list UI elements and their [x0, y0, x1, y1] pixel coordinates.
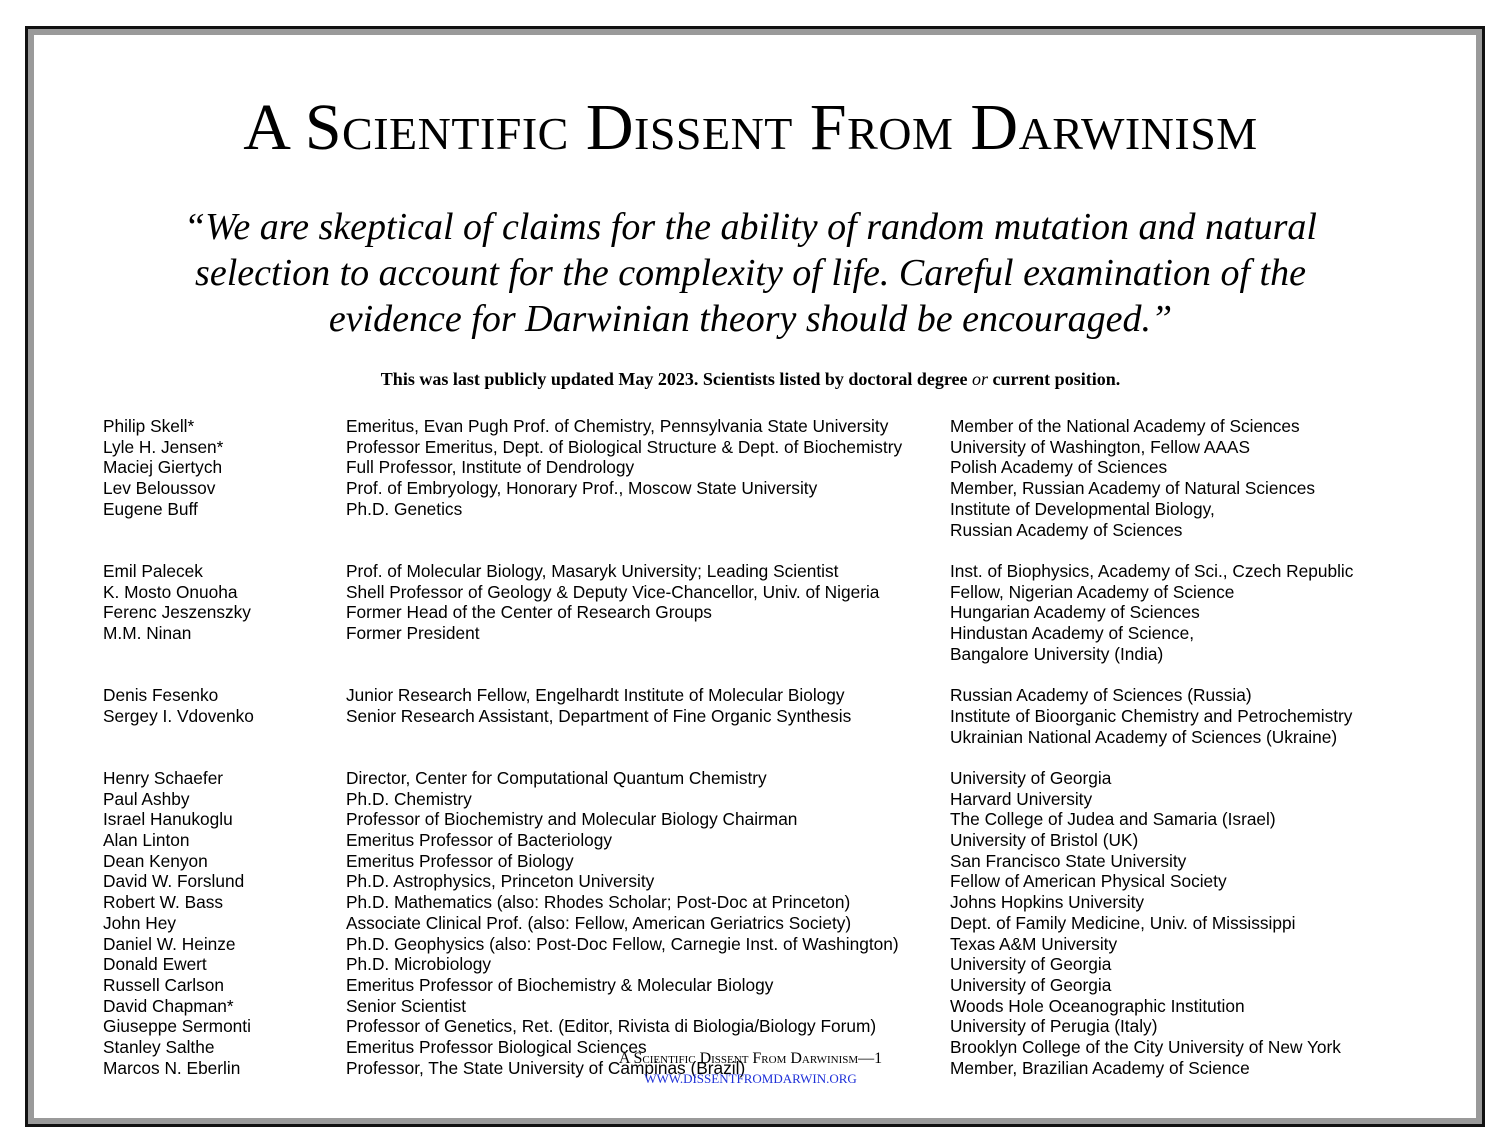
signer-position: Senior Research Assistant, Department of Fine Organic Synthesis [346, 705, 852, 726]
signer-position: Junior Research Fellow, Engelhardt Institute of Molecular Biology [346, 685, 845, 706]
signer-position: Emeritus Professor Biological Sciences [346, 1037, 647, 1058]
signer-position: Former President [346, 623, 480, 644]
update-note [0, 368, 1501, 390]
signer-affiliation: Brooklyn College of the City University of New York [950, 1037, 1341, 1058]
signer-name: Philip Skell* [103, 416, 195, 436]
signer-affiliation: Member, Brazilian Academy of Science [950, 1057, 1250, 1078]
signer-position: Emeritus Professor of Bacteriology [346, 830, 613, 851]
signer-affiliation: Institute of Bioorganic Chemistry and Petrochemistry Ukrainian National Academy of Sciences (Ukraine) [950, 705, 1353, 747]
signer-position: Ph.D. Astrophysics, Princeton University [346, 871, 655, 892]
signer-position: Director, Center for Computational Quantum Chemistry [346, 767, 767, 788]
signer-row [103, 830, 1403, 851]
update-note-before: This was last publicly updated May 2023. Scientists listed by doctoral degree [380, 369, 973, 389]
signer-affiliation: The College of Judea and Samaria (Israel) [950, 809, 1276, 830]
signer-row [103, 602, 1403, 623]
document-title: A Scientific Dissent From Darwinism [243, 91, 1258, 164]
signer-name: Donald Ewert [103, 954, 207, 975]
footer-title: A Scientific Dissent From Darwinism—1 [618, 1050, 883, 1067]
signer-name: Denis Fesenko [103, 685, 219, 706]
signer-position: Ph.D. Genetics [346, 498, 463, 519]
signer-row [103, 582, 1403, 603]
signer-affiliation: University of Georgia [950, 954, 1112, 975]
signer-name: Giuseppe Sermonti [103, 1016, 251, 1037]
signer-position: Professor of Genetics, Ret. (Editor, Rivista di Biologia/Biology Forum) [346, 1016, 877, 1037]
signer-row [103, 706, 1403, 747]
signer-name: Lev Beloussov [103, 478, 216, 499]
signer-affiliation: Polish Academy of Sciences [950, 457, 1168, 478]
signer-affiliation: University of Perugia (Italy) [950, 1016, 1158, 1037]
signer-row [103, 934, 1403, 955]
signer-position: Emeritus Professor of Biology [346, 850, 574, 871]
signer-position: Prof. of Molecular Biology, Masaryk University; Leading Scientist [346, 560, 839, 581]
update-note-emphasis: or [972, 369, 989, 389]
signer-name: Henry Schaefer [103, 767, 224, 788]
signer-affiliation: University of Georgia [950, 767, 1112, 788]
signer-position: Professor, The State University of Campinas (Brazil) [346, 1057, 746, 1078]
signers-list [103, 416, 1403, 1078]
signer-row [103, 416, 1403, 437]
signer-name: Alan Linton [103, 830, 190, 851]
signer-row [103, 809, 1403, 830]
signer-position: Full Professor, Institute of Dendrology [346, 457, 635, 478]
signer-affiliation: Member of the National Academy of Sciences [950, 416, 1300, 436]
signer-row [103, 499, 1403, 540]
signer-affiliation: Hindustan Academy of Science, Bangalore University (India) [950, 623, 1194, 664]
signer-row [103, 871, 1403, 892]
signer-affiliation: Harvard University [950, 788, 1093, 809]
signer-row [103, 789, 1403, 810]
signer-position: Ph.D. Chemistry [346, 788, 472, 809]
signer-affiliation: Dept. of Family Medicine, Univ. of Mississippi [950, 912, 1296, 933]
signer-row [103, 437, 1403, 458]
signer-name: Israel Hanukoglu [103, 809, 233, 830]
update-note-after: current position. [988, 369, 1121, 389]
signer-name: David Chapman* [103, 995, 234, 1016]
signer-row [103, 975, 1403, 996]
signer-name: Emil Palecek [103, 560, 203, 581]
signer-affiliation: Texas A&M University [950, 933, 1118, 954]
signer-row [103, 913, 1403, 934]
footer-website-link[interactable]: WWW.DISSENTFROMDARWIN.ORG [644, 1071, 857, 1086]
signer-row [103, 768, 1403, 789]
statement-quote: “We are skeptical of claims for the ability of random mutation and natural selection to account for the complexity of life. Careful examination of the evidence for Darwinian theory should be encouraged.” [184, 206, 1317, 340]
signer-affiliation: Russian Academy of Sciences (Russia) [950, 685, 1252, 706]
signer-affiliation: University of Washington, Fellow AAAS [950, 436, 1250, 457]
signer-affiliation: Woods Hole Oceanographic Institution [950, 995, 1245, 1016]
signer-position: Professor of Biochemistry and Molecular Biology Chairman [346, 809, 798, 830]
signer-name: Maciej Giertych [103, 457, 223, 478]
signer-row [103, 892, 1403, 913]
signer-position: Ph.D. Mathematics (also: Rhodes Scholar; Post-Doc at Princeton) [346, 892, 851, 913]
signer-position: Emeritus, Evan Pugh Prof. of Chemistry, Pennsylvania State University [346, 416, 889, 436]
signer-row [103, 623, 1403, 664]
signer-position: Senior Scientist [346, 995, 467, 1016]
signer-row [103, 1016, 1403, 1037]
signer-affiliation: Fellow of American Physical Society [950, 871, 1227, 892]
signer-name: K. Mosto Onuoha [103, 581, 238, 602]
signer-row [103, 954, 1403, 975]
signer-row [103, 457, 1403, 478]
signer-position: Former Head of the Center of Research Groups [346, 602, 712, 623]
signer-name: David W. Forslund [103, 871, 245, 892]
signer-row [103, 996, 1403, 1017]
signer-name: Stanley Salthe [103, 1037, 215, 1058]
signer-affiliation: San Francisco State University [950, 850, 1187, 871]
signer-affiliation: Johns Hopkins University [950, 892, 1145, 913]
signer-name: Marcos N. Eberlin [103, 1057, 241, 1078]
signer-affiliation: Fellow, Nigerian Academy of Science [950, 581, 1235, 602]
signer-position: Shell Professor of Geology & Deputy Vice-Chancellor, Univ. of Nigeria [346, 581, 880, 602]
signer-affiliation: Institute of Developmental Biology, Russian Academy of Sciences [950, 498, 1215, 540]
signer-name: Lyle H. Jensen* [103, 436, 224, 457]
signer-name: M.M. Ninan [103, 623, 192, 644]
signer-row [103, 851, 1403, 872]
signer-name: Daniel W. Heinze [103, 933, 236, 954]
signer-affiliation: University of Georgia [950, 974, 1112, 995]
signer-position: Prof. of Embryology, Honorary Prof., Moscow State University [346, 478, 818, 499]
signer-row [103, 561, 1403, 582]
signer-name: Russell Carlson [103, 974, 225, 995]
signer-affiliation: Hungarian Academy of Sciences [950, 602, 1200, 623]
signer-affiliation: Inst. of Biophysics, Academy of Sci., Czech Republic [950, 560, 1354, 581]
signer-name: John Hey [103, 912, 177, 933]
signer-row [103, 685, 1403, 706]
signer-position: Emeritus Professor of Biochemistry & Molecular Biology [346, 974, 774, 995]
signer-row [103, 478, 1403, 499]
signer-position: Ph.D. Geophysics (also: Post-Doc Fellow, Carnegie Inst. of Washington) [346, 933, 899, 954]
signer-name: Eugene Buff [103, 498, 198, 519]
signer-affiliation: Member, Russian Academy of Natural Sciences [950, 478, 1315, 499]
signer-position: Professor Emeritus, Dept. of Biological Structure & Dept. of Biochemistry [346, 436, 903, 457]
signer-name: Robert W. Bass [103, 892, 224, 913]
signer-position: Ph.D. Microbiology [346, 954, 492, 975]
signer-name: Ferenc Jeszenszky [103, 602, 251, 623]
signer-name: Sergey I. Vdovenko [103, 705, 254, 726]
signer-name: Paul Ashby [103, 788, 190, 809]
signer-position: Associate Clinical Prof. (also: Fellow, American Geriatrics Society) [346, 912, 852, 933]
signer-affiliation: University of Bristol (UK) [950, 830, 1139, 851]
signer-name: Dean Kenyon [103, 850, 208, 871]
